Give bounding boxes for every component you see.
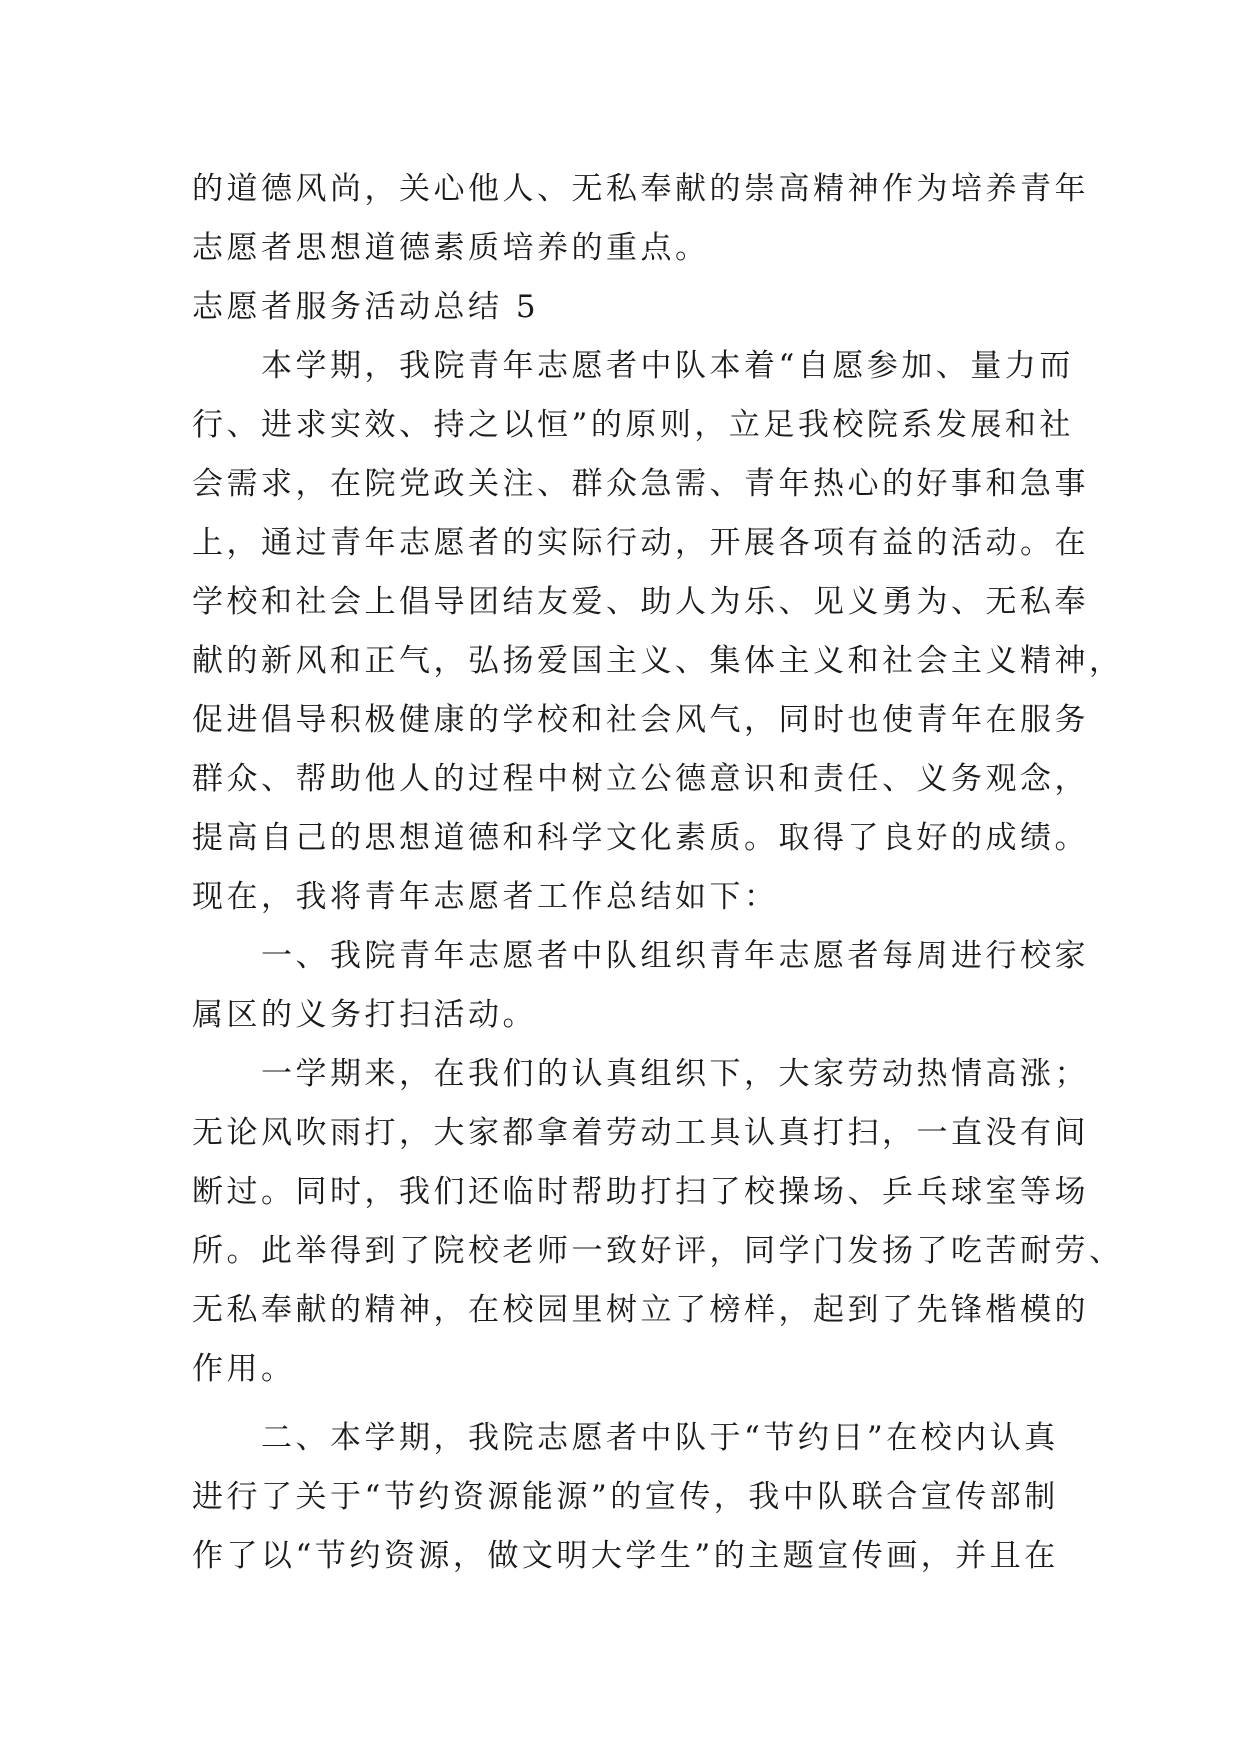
body-line: 无私奉献的精神，在校园里树立了榜样，起到了先锋楷模的 xyxy=(192,1292,1089,1328)
section-heading: 志愿者服务活动总结 5 xyxy=(192,289,540,325)
body-line: 上，通过青年志愿者的实际行动，开展各项有益的活动。在 xyxy=(192,525,1089,561)
body-line: 的道德风尚，关心他人、无私奉献的崇高精神作为培养青年 xyxy=(192,171,1089,207)
body-line: 志愿者思想道德素质培养的重点。 xyxy=(192,230,710,266)
body-line: 属区的义务打扫活动。 xyxy=(192,997,537,1033)
body-line: 提高自己的思想道德和科学文化素质。取得了良好的成绩。 xyxy=(192,820,1089,856)
body-line: 作用。 xyxy=(192,1351,296,1387)
body-line: 现在，我将青年志愿者工作总结如下： xyxy=(192,879,779,915)
body-line: 一学期来，在我们的认真组织下，大家劳动热情高涨； xyxy=(192,1056,1089,1092)
body-line: 促进倡导积极健康的学校和社会风气，同时也使青年在服务 xyxy=(192,702,1089,738)
body-line: 进行了关于“节约资源能源”的宣传，我中队联合宣传部制 xyxy=(192,1479,1059,1515)
body-line: 学校和社会上倡导团结友爱、助人为乐、见义勇为、无私奉 xyxy=(192,584,1089,620)
body-line: 会需求，在院党政关注、群众急需、青年热心的好事和急事 xyxy=(192,466,1089,502)
body-line: 无论风吹雨打，大家都拿着劳动工具认真打扫，一直没有间 xyxy=(192,1115,1089,1151)
document-body xyxy=(192,160,1124,1586)
body-line: 作了以“节约资源，做文明大学生”的主题宣传画，并且在 xyxy=(192,1538,1059,1574)
body-line: 断过。同时，我们还临时帮助打扫了校操场、乒乓球室等场 xyxy=(192,1174,1089,1210)
body-line: 群众、帮助他人的过程中树立公德意识和责任、义务观念， xyxy=(192,761,1089,797)
body-line: 本学期，我院青年志愿者中队本着“自愿参加、量力而 xyxy=(192,348,1074,384)
body-line: 一、我院青年志愿者中队组织青年志愿者每周进行校家 xyxy=(192,938,1089,974)
body-line: 所。此举得到了院校老师一致好评，同学门发扬了吃苦耐劳、 xyxy=(192,1233,1124,1269)
body-line: 献的新风和正气，弘扬爱国主义、集体主义和社会主义精神， xyxy=(192,643,1124,679)
body-line: 行、进求实效、持之以恒”的原则，立足我校院系发展和社 xyxy=(192,407,1074,443)
body-line: 二、本学期，我院志愿者中队于“节约日”在校内认真 xyxy=(192,1420,1059,1456)
